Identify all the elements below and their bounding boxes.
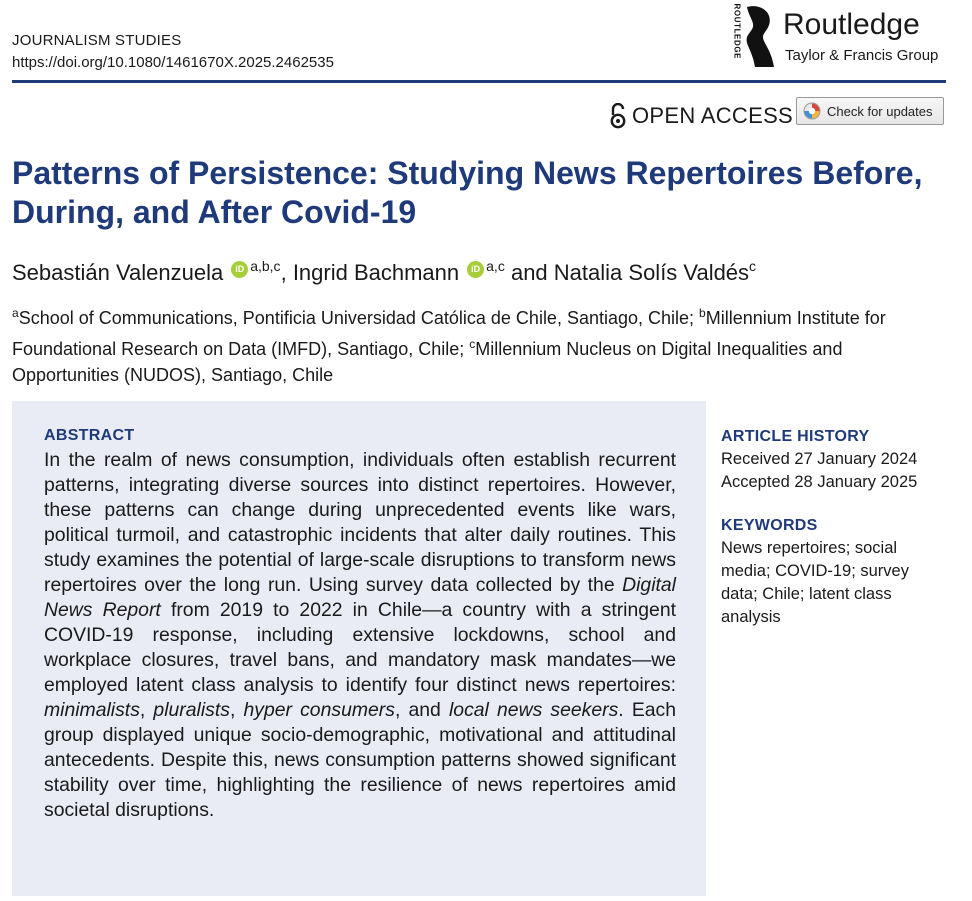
publisher-group: Taylor & Francis Group bbox=[785, 47, 939, 64]
article-title: Patterns of Persistence: Studying News Repertoires Before, During, and After Covid-19 bbox=[12, 155, 923, 230]
author-list: Sebastián Valenzuela iD $^{a,b,c}$, Ingrid Bachmann iD $^{a,c}$ and Natalia Solís Valdés$^c$ bbox=[12, 258, 757, 285]
author-affiliation-marks: c bbox=[749, 258, 757, 274]
keywords-text: News repertoires; social media; COVID-19; survey data; Chile; latent class analysis bbox=[721, 539, 909, 626]
abstract-heading: ABSTRACT bbox=[44, 427, 135, 444]
orcid-icon[interactable]: iD bbox=[231, 261, 248, 278]
affiliation: Millennium Nucleus on Digital Inequalities and Opportunities (NUDOS), Santiago, Chile bbox=[12, 339, 843, 385]
journal-info bbox=[12, 30, 334, 74]
author-name: Natalia Solís Valdés bbox=[553, 260, 750, 285]
author-affiliation-marks: a,c bbox=[486, 258, 505, 274]
publisher-logo[interactable] bbox=[729, 5, 949, 71]
author-affiliation-marks: a,b,c bbox=[250, 258, 281, 274]
keywords-heading: KEYWORDS bbox=[721, 517, 818, 534]
doi-link[interactable]: https://doi.org/10.1080/1461670X.2025.2462535 bbox=[12, 54, 334, 71]
author-name: Sebastián Valenzuela bbox=[12, 260, 224, 285]
orcid-icon[interactable]: iD bbox=[467, 261, 484, 278]
header-divider bbox=[12, 80, 946, 83]
affiliation: Millennium Institute for Foundational Research on Data (IMFD), Santiago, Chile; bbox=[12, 308, 886, 359]
affiliations: $^a$School of Communications, Pontificia Universidad Católica de Chile, Santiago, Chile; $^b$Millennium Institute for Foundational Research on Data (IMFD), Santiago, Chile; $^c$Millennium Nucleus on Digital Inequalities and Opportunities (NUDOS), Santiago, Chile bbox=[12, 306, 886, 385]
open-access-label bbox=[610, 103, 793, 129]
crossmark-icon bbox=[803, 102, 821, 120]
publisher-vertical-label: ROUTLEDGE bbox=[732, 3, 742, 60]
accepted-date: Accepted 28 January 2025 bbox=[721, 473, 918, 491]
routledge-head-icon bbox=[741, 5, 775, 69]
abstract-text: In the realm of news consumption, individuals often establish recurrent patterns, integrating diverse sources into distinct repertoires. However, these patterns can change during unprecedented events like wars, political turmoil, and catastrophic incidents that alter daily routines. This study examines the potential of large-scale disruptions to transform news repertoires over the long run. Using survey data collected by the Digital News Report from 2019 to 2022 in Chile—a country with a stringent COVID-19 response, including extensive lockdowns, school and workplace closures, travel bans, and mandatory mask mandates—we employed latent class analysis to identify four distinct news repertoires: minimalists, pluralists, hyper consumers, and local news seekers. Each group displayed unique socio-demographic, motivational and attitudinal antecedents. Despite this, news consumption patterns showed significant stability over time, highlighting the resilience of news repertoires amid societal disruptions. bbox=[44, 449, 677, 821]
check-for-updates-label: Check for updates bbox=[827, 103, 933, 119]
journal-name: JOURNALISM STUDIES bbox=[12, 32, 182, 49]
open-access-text: OPEN ACCESS bbox=[632, 103, 794, 128]
author-and: and bbox=[510, 260, 548, 285]
publisher-name: Routledge bbox=[783, 8, 920, 41]
article-history bbox=[721, 426, 917, 494]
open-lock-icon bbox=[610, 103, 626, 129]
affiliation: School of Communications, Pontificia Universidad Católica de Chile, Santiago, Chile; bbox=[18, 308, 695, 328]
keywords bbox=[721, 515, 941, 629]
article-history-heading: ARTICLE HISTORY bbox=[721, 428, 870, 445]
check-for-updates-button[interactable] bbox=[796, 97, 944, 125]
received-date: Received 27 January 2024 bbox=[721, 450, 918, 468]
report-name: Digital News Report bbox=[44, 574, 676, 621]
author-name: Ingrid Bachmann bbox=[292, 260, 460, 285]
